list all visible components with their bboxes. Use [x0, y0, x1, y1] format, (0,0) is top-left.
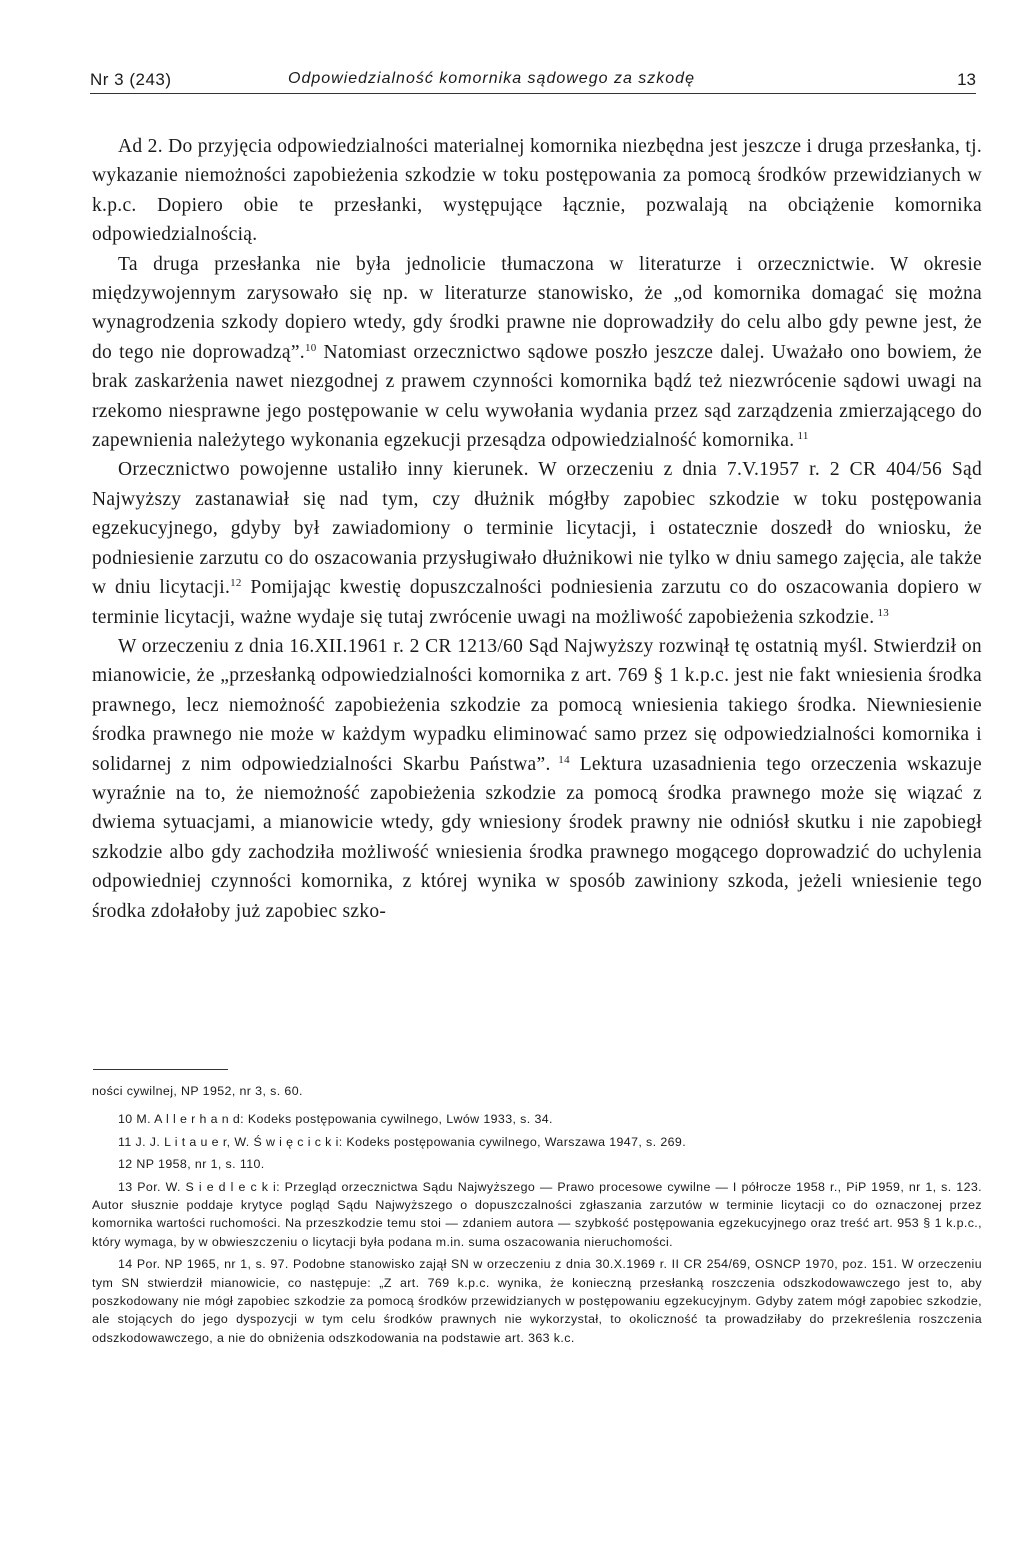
footnote-13: 13 Por. W. S i e d l e c k i: Przegląd orzecznictwa Sądu Najwyższego — Prawo procesowe cywilne — I półrocze 1958 r., PiP 1959, nr 1, s. 123. Autor słusznie poddaje krytyce pogląd Sądu Najwyższego o dopuszczalności zgłaszania zarzutów w terminie licytacji co do oznaczonej przez komornika wartości ruchomości. Na przeszkodzie temu stoi — zdaniem autora — szybkość postępowania egzekucyjnego oraz treść art. 953 § 1 k.p.c., który wymaga, by w obwieszczeniu o licytacji była podana m.in. suma oszacowania nieruchomości. — [92, 1179, 982, 1249]
issue-number: Nr 3 (243) — [90, 70, 172, 89]
footnote-14: 14 Por. NP 1965, nr 1, s. 97. Podobne stanowisko zajął SN w orzeczeniu z dnia 30.X.1969 r. II CR 254/69, OSNCP 1970, poz. 151. W orzeczeniu tym SN stwierdził mianowicie, co następuje: „Z art. 769 k.p.c. wynika, że konieczną przesłanką roszczenia odszkodowawczego jest to, aby poszkodowany nie mógł zapobiec szkodzie za pomocą środków przewidzianych w postępowaniu egzekucyjnym. Gdyby zatem mógł zapobiec szkodzie, ale stojących do jego dyspozycji w tym celu środków prawnych nie wykorzystał, to okoliczność ta prowadziłaby do przekreślenia roszczenia odszkodowawczego, a nie do obniżenia odszkodowania na podstawie art. 363 k.c. — [92, 1257, 982, 1345]
paragraph-text: Natomiast orzecznictwo sądowe poszło jeszcze dalej. Uważało ono bowiem, że brak zaskarżenia nawet niezgodnej z prawem czynności komornika bądź też niezwrócenie sądowi uwagi na rzekomo niesprawne jego postępowanie w celu wywołania wydania przez sąd zarządzenia zmierzającego do zapewnienia należytego wykonania egzekucji przesądza odpowiedzialność komornika. — [92, 341, 982, 452]
running-header — [90, 62, 976, 94]
page-number: 13 — [957, 70, 976, 89]
paragraph-text: Ta druga przesłanka nie była jednolicie tłumaczona w literaturze i orzecznictwie. W okresie międzywojennym zarysowało się np. w literaturze stanowisko, że „od komornika domagać się można wynagrodzenia szkody dopiero wtedy, gdy środki prawne nie doprowadziły do celu albo gdy pewne jest, że do tego nie doprowadzą”. — [92, 253, 982, 363]
footnote-10: 10 M. A l l e r h a n d: Kodeks postępowania cywilnego, Lwów 1933, s. 34. — [118, 1112, 553, 1127]
header-rule — [90, 93, 976, 94]
footnote-ref-11[interactable]: 11 — [794, 430, 809, 443]
paragraph-ad-2: Ad 2. Do przyjęcia odpowiedzialności materialnej komornika niezbędna jest jeszcze i druga przesłanka, tj. wykazanie niemożności zapobieżenia szkodzie w toku postępowania za pomocą środków przewidzianych w k.p.c. Dopiero obie te przesłanki, występujące łącznie, pozwalają na obciążenie komornika odpowiedzialnością. — [92, 136, 982, 246]
footnote-ref-14[interactable]: 14 — [550, 753, 570, 766]
footnote-12: 12 NP 1958, nr 1, s. 110. — [118, 1157, 265, 1172]
body-text — [92, 132, 982, 926]
paragraph-text: W orzeczeniu z dnia 16.XII.1961 r. 2 CR 1213/60 Sąd Najwyższy rozwinął tę ostatnią myśl. Stwierdził on mianowicie, że „przesłanką odpowiedzialności komornika z art. 769 § 1 k.p.c. jest nie fakt wniesienia środka prawnego, lecz niemożność zapobieżenia szkodzie za pomocą wniesienia takiego środka. Niewniesienie środka prawnego nie może w każdym wypadku eliminować samo przez się odpowiedzialności komornika i solidarnej z nim odpowiedzialności Skarbu Państwa”. — [92, 635, 982, 775]
paragraph-text: Lektura uzasadnienia tego orzeczenia wskazuje wyraźnie na to, że niemożność zapobieżenia szkodzie za pomocą środka prawnego może się wiązać z dwiema sytuacjami, a mianowicie wtedy, gdy wniesiony środek prawny nie odniósł skutku i nie zapobiegł szkodzie albo gdy zachodziła możliwość wniesienia środka prawnego mogącego doprowadzić do uchylenia odpowiedniej czynności komornika, z której wynika w sposób zawiniony szkoda, jeżeli wniesienie tego środka zdołałoby już zapobiec szko- — [92, 753, 982, 922]
paragraph-1961-ruling — [92, 632, 982, 926]
footnotes — [92, 1082, 982, 1351]
footnote-ref-12[interactable]: 12 — [230, 577, 242, 590]
paragraph-text: Pomijając kwestię dopuszczalności podniesienia zarzutu co do oszacowania dopiero w terminie licytacji, ważne wydaje się tutaj zwrócenie uwagi na możliwość zapobieżenia szkodzie. — [92, 577, 982, 628]
footnote-ref-10[interactable]: 10 — [304, 341, 317, 354]
footnote-ref-13[interactable]: 13 — [874, 606, 890, 619]
paragraph-postwar-case-law — [92, 455, 982, 631]
running-title: Odpowiedzialność komornika sądowego za szkodę — [288, 70, 695, 87]
footnote-rule — [93, 1069, 228, 1070]
footnote-11: 11 J. J. L i t a u e r, W. Ś w i ę c i c k i: Kodeks postępowania cywilnego, Warszawa 1947, s. 269. — [118, 1134, 687, 1149]
paragraph-second-premise — [92, 250, 982, 456]
paragraph-text: Orzecznictwo powojenne ustaliło inny kierunek. W orzeczeniu z dnia 7.V.1957 r. 2 CR 404/56 Sąd Najwyższy zastanawiał się nad tym, czy dłużnik mógłby zapobiec szkodzie w toku postępowania egzekucyjnego, gdyby był zawiadomiony o terminie licytacji, i ostatecznie doszedł do wniosku, że podniesienie zarzutu co do oszacowania przysługiwało dłużnikowi nie tylko w dniu samego zajęcia, ale także w dniu licytacji. — [92, 459, 982, 599]
footnote-continuation: ności cywilnej, NP 1952, nr 3, s. 60. — [92, 1084, 303, 1098]
